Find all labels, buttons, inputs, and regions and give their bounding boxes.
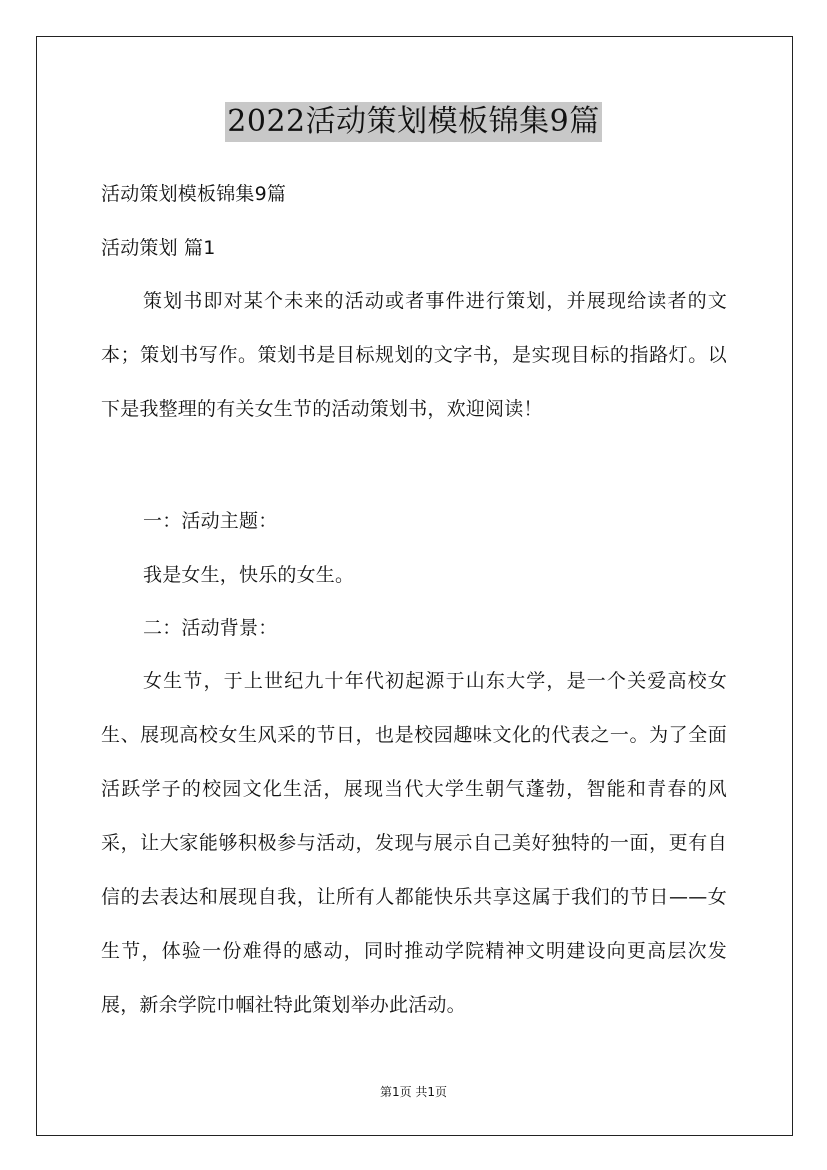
document-title: 2022活动策划模板锦集9篇 xyxy=(225,102,601,142)
document-subtitle: 活动策划模板锦集9篇 xyxy=(101,183,287,205)
theme-text: 我是女生，快乐的女生。 xyxy=(143,564,355,586)
background-heading: 二：活动背景： xyxy=(143,617,278,639)
theme-heading: 一：活动主题： xyxy=(143,510,278,532)
title-wrap xyxy=(0,102,827,142)
page-footer: 第1页 共1页 xyxy=(379,1085,448,1099)
background-paragraph: 女生节，于上世纪九十年代初起源于山东大学，是一个关爱高校女生、展现高校女生风采的节日，也是校园趣味文化的代表之一。为了全面活跃学子的校园文化生活，展现当代大学生朝气蓬勃，智能和青春的风采，让大家能够积极参与活动，发现与展示自己美好独特的一面，更有自信的去表达和展现自我，让所有人都能快乐共享这属于我们的节日——女生节，体验一份难得的感动，同时推动学院精神文明建设向更高层次发展，新余学院巾帼社特此策划举办此活动。 xyxy=(101,670,727,1016)
intro-paragraph: 策划书即对某个未来的活动或者事件进行策划，并展现给读者的文本；策划书写作。策划书是目标规划的文字书，是实现目标的指路灯。以下是我整理的有关女生节的活动策划书，欢迎阅读！ xyxy=(101,290,727,420)
section-heading: 活动策划 篇1 xyxy=(101,237,216,259)
